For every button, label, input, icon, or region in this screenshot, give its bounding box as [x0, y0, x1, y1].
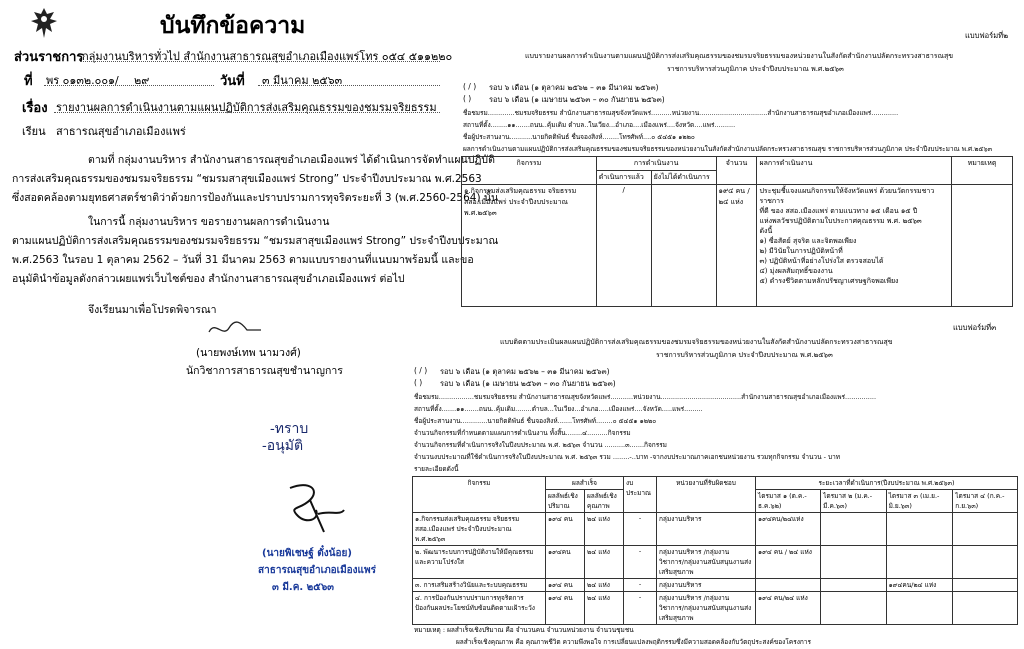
- form2-result-line: ผลการดำเนินงานตามแผนปฏิบัติการส่งเสริมคุณธรรมของชมรมจริยธรรมของหน่วยงานในสังกัดสำนักงานปลัดกระทรวงสาธารณสุข ราชการบริหารส่วนภูมิภาค ประจำปีงบประมาณ พ.ศ.๒๕๖๓: [463, 145, 993, 153]
- form3-row-budget: -: [624, 592, 657, 625]
- date-label: วันที่: [220, 74, 245, 89]
- para2-line4: อนุมัตินำข้อมูลดังกล่าวเผยแพร่เว็บไซต์ของ สำนักงานสาธารณสุขอำเภอเมืองแพร่ ต่อไป: [12, 273, 405, 285]
- handwritten-ack: -ทราบ: [270, 421, 309, 437]
- form2-row-done: /: [596, 185, 651, 307]
- form3-row-q1: ๑๙๔ คน / ๒๔ แห่ง: [756, 546, 821, 579]
- subject-value: รายงานผลการดำเนินงานตามแผนปฏิบัติการส่งเสริมคุณธรรมของชมรมจริยธรรม: [56, 101, 437, 114]
- form2-code: แบบฟอร์มที่๒: [965, 31, 1009, 40]
- director-date: ๓ มี.ค. ๒๕๖๓: [272, 582, 335, 593]
- form2-header-operation: การดำเนินงาน: [596, 157, 716, 171]
- form3-row-qty: ๑๙๔คน: [546, 546, 585, 579]
- form3-row-owner: กลุ่มงานบริหาร /กลุ่มงานวิชาการ/กลุ่มงานสนับสนุนงานส่งเสริมสุขภาพ: [657, 546, 756, 579]
- signer-position: นักวิชาการสาธารณสุขชำนาญการ: [186, 365, 343, 377]
- form3-note2: ผลสำเร็จเชิงคุณภาพ คือ คุณภาพชีวิต ความพึงพอใจ การเปลี่ยนแปลงพฤติกรรมซึ่งมีความสอดคล้องกับวัตถุประสงค์ของโครงการ: [456, 638, 811, 646]
- form2-result-line: ๓) ปฏิบัติหน้าที่อย่างโปร่งใส ตรวจสอบได้: [759, 257, 884, 265]
- para2-line2: ตามแผนปฏิบัติการส่งเสริมคุณธรรมของชมรมจริยธรรม “ชมรมสาสุขเมืองแพร่ Strong” ประจำปีงบประมาณ: [12, 235, 499, 247]
- form3-row-q3: [886, 546, 953, 579]
- form2-document: [455, 30, 1024, 320]
- form3-round2-checkbox[interactable]: ( ): [414, 378, 423, 387]
- form3-row-q1: [756, 579, 821, 592]
- form3-row-budget: -: [624, 579, 657, 592]
- form3-budget: จำนวนงบประมาณที่ใช้ดำเนินการจริงในปีงบประมาณ พ.ศ. ๒๕๖๓ รวม ........-..บาท -จากงบประมาณภาคเอกชนหน่วยงาน รวมทุกกิจกรรม จำนวน - บาท: [414, 453, 841, 461]
- form3-row-q3: [886, 592, 953, 625]
- form3-row-activity: ๒. พัฒนาระบบการปฏิบัติงานให้มีคุณธรรม และความโปร่งใส: [413, 546, 546, 579]
- form2-row-notdone: [651, 185, 716, 307]
- form3-row-qual: ๒๔ แห่ง: [585, 579, 624, 592]
- form2-header-activity: กิจกรรม: [462, 157, 597, 185]
- form2-result-line: ดังนี้: [759, 227, 773, 235]
- form3-club: ชื่อชมรม.................ชมรมจริยธรรม สำนักงานสาธารณสุขจังหวัดแพร่...........หน่วยงาน.......................................สำนักงานสาธารณสุขอำเภอเมืองแพร่...............: [414, 393, 877, 401]
- table-row: [413, 592, 1018, 625]
- handwritten-approve: -อนุมัติ: [262, 438, 304, 454]
- form2-result-line: ๔) มุ่งผลสัมฤทธิ์ของงาน: [759, 267, 833, 275]
- form3-contact: ชื่อผู้ประสานงาน.............นายกิตติพันธ์ ชื่นจองสิงห์.......โทรศัพท์........๐ ๕๔๕๑ ๑๒๒๐: [414, 417, 657, 425]
- form3-header-timeline: ระยะเวลาที่ดำเนินการ(ปีงบประมาณ พ.ศ.๒๕๖๓): [756, 477, 1018, 490]
- form3-header-target: ผลสำเร็จ: [546, 477, 624, 490]
- form2-header-result: ผลการดำเนินงาน: [757, 157, 952, 185]
- form2-subtitle: ราชการบริหารส่วนภูมิภาค ประจำปีงบประมาณ พ.ศ.๒๕๖๓: [667, 65, 844, 73]
- form3-plan-count: จำนวนกิจกรรมที่กำหนดตามแผนการดำเนินงาน ทั้งสิ้น........๔..........กิจกรรม: [414, 429, 631, 437]
- garuda-emblem-icon: [30, 6, 58, 40]
- to-label: เรียน: [22, 125, 46, 138]
- agency-value: กลุ่มงานบริหารทั่วไป สำนักงานสาธารณสุขอำเภอเมืองแพร่โทร ๐๕๔ ๕๑๑๒๒๐: [82, 50, 453, 63]
- para2-line1: ในการนี้ กลุ่มงานบริหาร ขอรายงานผลการดำเนินงาน: [88, 216, 330, 228]
- form3-header-activity: กิจกรรม: [413, 477, 546, 513]
- form3-row-budget: -: [624, 546, 657, 579]
- closing-text: จึงเรียนมาเพื่อโปรดพิจารณา: [88, 304, 217, 316]
- para1-line2: การส่งเสริมคุณธรรมของชมรมจริยธรรม “ชมรมสาสุขเมืองแพร่ Strong” ประจำปีงบประมาณ พ.ศ.2563: [12, 173, 482, 185]
- subject-label: เรื่อง: [22, 101, 48, 116]
- signature-mark: [205, 318, 265, 340]
- form3-title: แบบติดตามประเมินผลแผนปฏิบัติการส่งเสริมคุณธรรมของชมรมจริยธรรมของหน่วยงานในสังกัดสำนักงานปลัดกระทรวงสาธารณสุข: [500, 338, 893, 346]
- form3-row-q3: ๑๙๔คน/๒๔ แห่ง: [886, 579, 953, 592]
- form2-result-line: แห่งพลวัชรปฏิบัติตามใบประกาศคุณธรรม พ.ศ. ๒๕๖๓: [759, 217, 922, 225]
- form3-row-owner: กลุ่มงานบริหาร: [657, 513, 756, 546]
- table-row: [413, 513, 1018, 546]
- form2-contact: ชื่อผู้ประสานงาน...........นายกิตติพันธ์ ชื่นจองสิงห์........โทรศัพท์....๐ ๕๔๕๑ ๑๒๒๐: [463, 133, 695, 141]
- form3-detail-label: รายละเอียดดังนี้: [414, 465, 459, 473]
- form3-row-qual: ๒๔ แห่ง: [585, 513, 624, 546]
- form3-header-q2: ไตรมาส ๒ (ม.ค.-มี.ค.๖๓): [821, 490, 886, 513]
- form3-round1-checkbox[interactable]: ( / ): [414, 366, 428, 375]
- form3-header-budget: งบประมาณ: [624, 477, 657, 513]
- para1-line1: ตามที่ กลุ่มงานบริหาร สำนักงานสาธารณสุขอำเภอเมืองแพร่ ได้ดำเนินการจัดทำแผนปฏิบัติ: [88, 154, 495, 166]
- form3-subtitle: ราชการบริหารส่วนภูมิภาค ประจำปีงบประมาณ พ.ศ.๒๕๖๓: [656, 351, 833, 359]
- ref-label: ที่: [24, 74, 33, 89]
- para1-line3: ซึ่งสอดคล้องตามยุทธศาสตร์ชาติว่าด้วยการป้องกันและปราบปรามการทุจริตระยะที่ 3 (พ.ศ.2560-2564) นั้น: [12, 192, 499, 204]
- form3-row-q4: [953, 513, 1018, 546]
- form2-header-count: จำนวน: [716, 157, 757, 185]
- form3-row-q2: [821, 592, 886, 625]
- form3-header-owner: หน่วยงานที่รับผิดชอบ: [657, 477, 756, 513]
- form3-header-qty: ผลลัพธ์เชิงปริมาณ: [546, 490, 585, 513]
- form3-row-q1: ๑๙๔คน/๒๔แห่ง: [756, 513, 821, 546]
- table-row: [413, 579, 1018, 592]
- signer-name: (นายพงษ์เทพ นามวงศ์): [196, 347, 301, 359]
- form3-row-q4: [953, 579, 1018, 592]
- form3-row-q2: [821, 513, 886, 546]
- form3-round2: รอบ ๖ เดือน (๑ เมษายน ๒๕๖๓ – ๓๐ กันยายน ๒๕๖๓): [440, 379, 616, 388]
- form3-row-owner: กลุ่มงานบริหาร: [657, 579, 756, 592]
- form2-result-line: ๑) ซื่อสัตย์ สุจริต และจิตพอเพียง: [759, 237, 857, 245]
- form2-table: [461, 156, 1013, 307]
- form3-code: แบบฟอร์มที่๓: [953, 323, 997, 332]
- ref-number: ๒๙: [134, 74, 150, 87]
- form3-table: [412, 476, 1018, 625]
- form2-result-line: ประชุมชี้แจงแผนกิจกรรมให้จังหวัดแพร่ ด้วยนวัตกรรมชาวราชการ: [759, 187, 935, 205]
- form3-row-owner: กลุ่มงานบริหาร /กลุ่มงานวิชาการ/กลุ่มงานสนับสนุนงานส่งเสริมสุขภาพ: [657, 592, 756, 625]
- memo-title: บันทึกข้อความ: [160, 13, 306, 39]
- form2-round2: รอบ ๖ เดือน (๑ เมษายน ๒๕๖๓ – ๓๐ กันยายน ๒๕๖๓): [489, 95, 665, 104]
- agency-label: ส่วนราชการ: [14, 50, 84, 65]
- form3-row-qty: ๑๙๔ คน: [546, 513, 585, 546]
- form3-row-q4: [953, 592, 1018, 625]
- form3-row-q2: [821, 579, 886, 592]
- form3-row-budget: -: [624, 513, 657, 546]
- form3-address: สถานที่ตั้ง.......๑๑.......ถนน..คุ้มเดิม........ตำบล...ในเวียง...อำเภอ.....เมืองแพร่....จังหวัด.....แพร่.........: [414, 405, 703, 413]
- form2-header-done: ดำเนินการแล้ว: [596, 171, 651, 185]
- form2-header-note: หมายเหตุ: [952, 157, 1013, 185]
- ref-value: พร ๐๑๓๒.๐๐๑/: [46, 74, 119, 87]
- director-name: (นายพิเชษฐ์ ตั๋งน้อย): [262, 548, 352, 559]
- form3-document: [400, 322, 1024, 649]
- form3-header-q4: ไตรมาส ๔ (ก.ค.-ก.ย.๖๓): [953, 490, 1018, 513]
- form3-row-q1: ๑๙๔ คน/๒๔ แห่ง: [756, 592, 821, 625]
- form2-club: ชื่อชมรม.............ชมรมจริยธรรม สำนักงานสาธารณสุขจังหวัดแพร่..........หน่วยงาน.................................สำนักงานสาธารณสุขอำเภอเมืองแพร่.............: [463, 109, 899, 117]
- form2-title: แบบรายงานผลการดำเนินงานตามแผนปฏิบัติการส่งเสริมคุณธรรมของชมรมจริยธรรมของหน่วยงานในสังกัดสำนักงานปลัดกระทรวงสาธารณสุข: [525, 52, 954, 60]
- form3-header-qual: ผลลัพธ์เชิงคุณภาพ: [585, 490, 624, 513]
- form3-round1: รอบ ๖ เดือน (๑ ตุลาคม ๒๕๖๒ – ๓๑ มีนาคม ๒๕๖๓): [440, 367, 610, 376]
- form3-row-qty: ๑๙๔ คน: [546, 579, 585, 592]
- form3-header-q3: ไตรมาส ๓ (เม.ย.-มิ.ย.๖๓): [886, 490, 953, 513]
- form2-row-activity: ๑.กิจกรรมส่งเสริมคุณธรรม จริยธรรม สสอ.เมืองแพร่ ประจำปีงบประมาณ พ.ศ.๒๕๖๓: [462, 185, 597, 307]
- form3-row-activity: ๔. การป้องกันปราบปรามการทุจริตการป้องกันผลประโยชน์ทับซ้อนติดตามเฝ้าระวัง: [413, 592, 546, 625]
- form3-row-q4: [953, 546, 1018, 579]
- form3-row-qty: ๑๙๔ คน: [546, 592, 585, 625]
- director-position: สาธารณสุขอำเภอเมืองแพร่: [258, 565, 376, 576]
- form3-done-count: จำนวนกิจกรรมที่ดำเนินการจริงในปีงบประมาณ พ.ศ. ๒๕๖๓ จำนวน ..........๓.......กิจกรรม: [414, 441, 667, 449]
- to-value: สาธารณสุขอำเภอเมืองแพร่: [56, 125, 186, 138]
- form3-row-q3: [886, 513, 953, 546]
- form2-row-count: ๑๙๔ คน / ๒๔ แห่ง: [716, 185, 757, 307]
- form2-round2-checkbox[interactable]: ( ): [463, 94, 472, 103]
- form2-address: สถานที่ตั้ง........๑๑.......ถนน..คุ้มเดิม ตำบล..ในเวียง...อำเภอ....เมืองแพร่....จังหวัด....แพร่..........: [463, 121, 736, 129]
- form2-header-notdone: ยังไม่ได้ดำเนินการ: [651, 171, 716, 185]
- form3-row-activity: ๑.กิจกรรมส่งเสริมคุณธรรม จริยธรรม สสอ.เมืองแพร่ ประจำปีงบประมาณ พ.ศ.๒๕๖๓: [413, 513, 546, 546]
- form3-row-qual: ๒๔ แห่ง: [585, 592, 624, 625]
- date-value: ๓ มีนาคม ๒๕๖๓: [262, 74, 343, 87]
- table-row: [413, 546, 1018, 579]
- form2-result-line: ๒) มีวินัยในการปฏิบัติหน้าที่: [759, 247, 843, 255]
- form2-round1: รอบ ๖ เดือน (๑ ตุลาคม ๒๕๖๒ – ๓๑ มีนาคม ๒๕๖๓): [489, 83, 659, 92]
- form3-header-q1: ไตรมาส ๑ (ต.ค.-ธ.ค.๖๒): [756, 490, 821, 513]
- para2-line3: พ.ศ.2563 ในรอบ 1 ตุลาคม 2562 – วันที่ 31 มีนาคม 2563 ตามแบบรายงานที่แนบมาพร้อมนี้ และขอ: [12, 254, 474, 266]
- form2-result-line: ๕) ดำรงชีวิตตามหลักปรัชญาเศรษฐกิจพอเพียง: [759, 277, 899, 285]
- form3-row-q2: [821, 546, 886, 579]
- form3-row-qual: ๒๔ แห่ง: [585, 546, 624, 579]
- form2-row-note: [952, 185, 1013, 307]
- form3-note1: หมายเหตุ : ผลสำเร็จเชิงปริมาณ คือ จำนวนคน จำนวนหน่วยงาน จำนวนชุมชน: [414, 626, 634, 634]
- form3-row-activity: ๓. การเสริมสร้างวินัยและระบบคุณธรรม: [413, 579, 546, 592]
- form2-round1-checkbox[interactable]: ( / ): [463, 82, 477, 91]
- form2-result-line: ที่ดี ของ สสอ.เมืองแพร่ ตามแนวทาง ๑๕ เดือน ๑๕ ปี: [759, 207, 918, 215]
- director-signature-mark: [280, 480, 350, 536]
- form2-row-results: [757, 185, 952, 307]
